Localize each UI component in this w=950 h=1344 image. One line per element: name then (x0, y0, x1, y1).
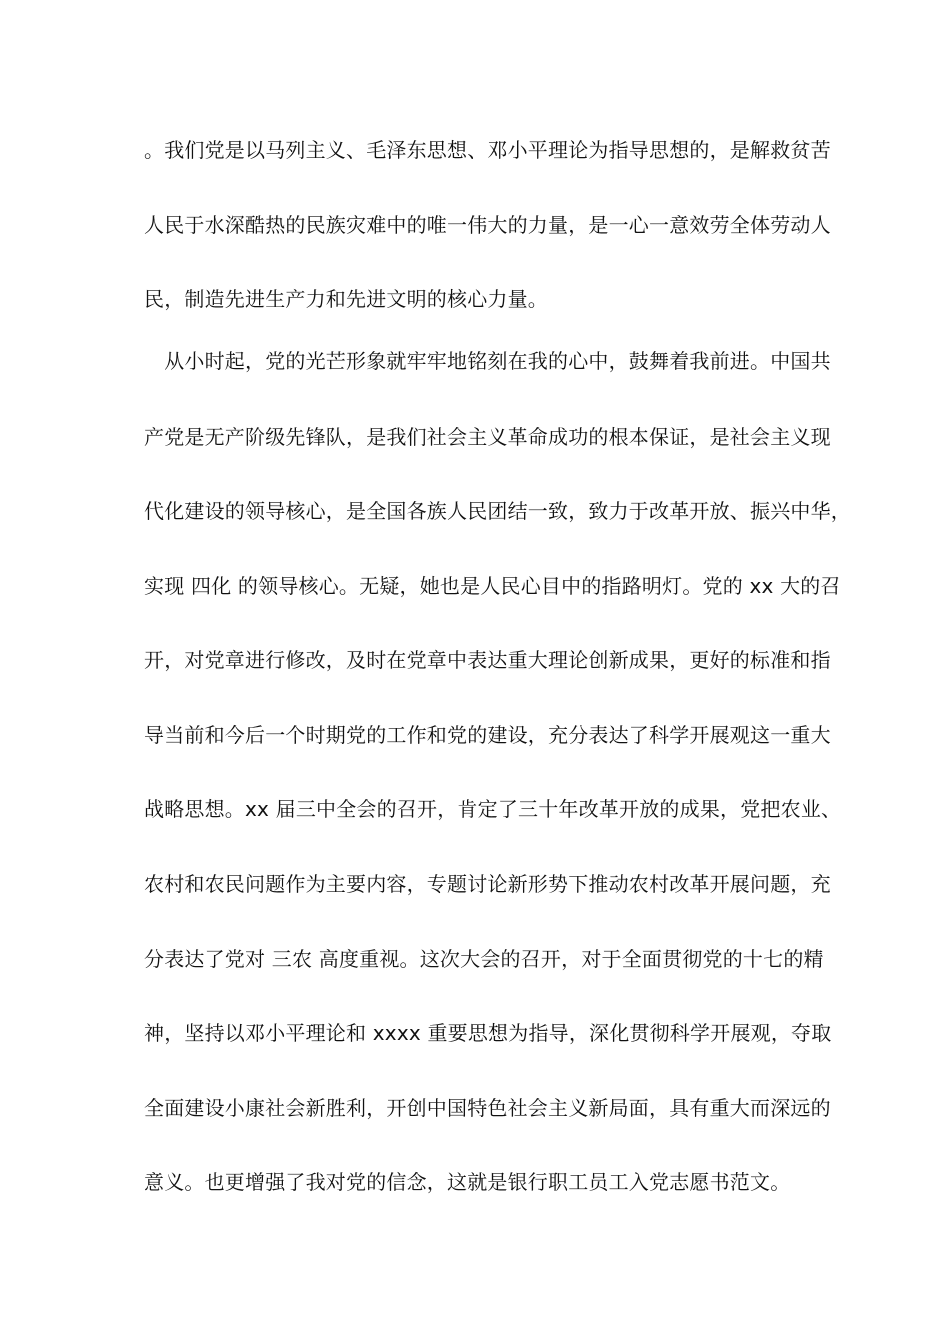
text-line: 人民于水深酷热的民族灾难中的唯一伟大的力量，是一心一意效劳全体劳动人 (144, 213, 831, 237)
text-line: 分表达了党对 三农 高度重视。这次大会的召开，对于全面贯彻党的十七的精 (144, 947, 824, 971)
text-line: 从小时起，党的光芒形象就牢牢地铭刻在我的心中，鼓舞着我前进。中国共 (144, 349, 831, 373)
text-line: 导当前和今后一个时期党的工作和党的建设，充分表达了科学开展观这一重大 (144, 723, 831, 747)
text-line: 实现 四化 的领导核心。无疑，她也是人民心目中的指路明灯。党的 xx 大的召 (144, 574, 841, 598)
text-line: 农村和农民问题作为主要内容，专题讨论新形势下推动农村改革开展问题，充 (144, 872, 831, 896)
text-line: 开，对党章进行修改，及时在党章中表达重大理论创新成果，更好的标准和指 (144, 648, 831, 672)
text-line: 民，制造先进生产力和先进文明的核心力量。 (144, 287, 548, 311)
text-line: 意义。也更增强了我对党的信念，这就是银行职工员工入党志愿书范文。 (144, 1170, 791, 1194)
text-line: 产党是无产阶级先锋队，是我们社会主义革命成功的根本保证，是社会主义现 (144, 425, 831, 449)
text-line: 。我们党是以马列主义、毛泽东思想、邓小平理论为指导思想的，是解救贫苦 (144, 138, 831, 162)
text-line: 神，坚持以邓小平理论和 xxxx 重要思想为指导，深化贯彻科学开展观，夺取 (144, 1021, 832, 1045)
text-line: 代化建设的领导核心，是全国各族人民团结一致，致力于改革开放、振兴中华， (144, 499, 851, 523)
text-line: 全面建设小康社会新胜利，开创中国特色社会主义新局面，具有重大而深远的 (144, 1096, 831, 1120)
text-line: 战略思想。xx 届三中全会的召开，肯定了三十年改革开放的成果，党把农业、 (144, 797, 842, 821)
